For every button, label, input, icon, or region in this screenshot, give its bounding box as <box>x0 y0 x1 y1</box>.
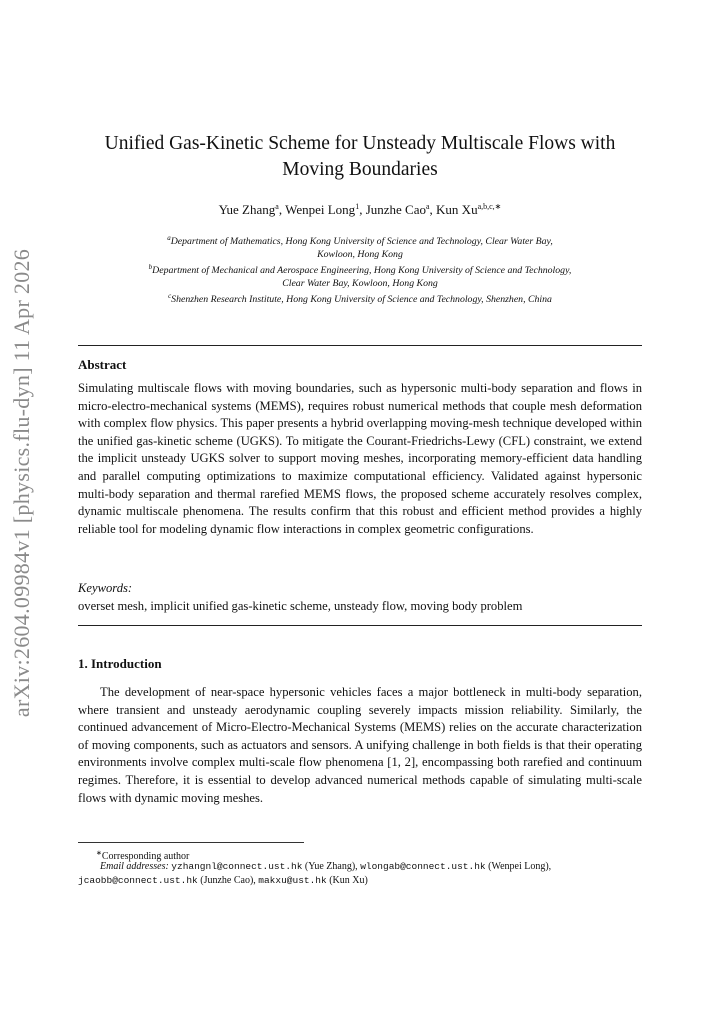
email-link[interactable]: jcaobb@connect.ust.hk <box>78 875 198 886</box>
author-name: Kun Xu <box>436 202 478 217</box>
title-line-2: Moving Boundaries <box>282 159 438 180</box>
author-name: Wenpei Long <box>285 202 356 217</box>
affiliation-line: Clear Water Bay, Kowloon, Hong Kong <box>282 278 438 289</box>
paper-title <box>80 131 640 183</box>
author-affil-sup: a <box>275 202 279 211</box>
author-affil-sup: 1 <box>355 202 360 211</box>
email-link[interactable]: yzhangnl@connect.ust.hk <box>171 861 303 872</box>
abstract-body: Simulating multiscale flows with moving boundaries, such as hypersonic multi-body separation and flows in micro-electro-mechanical systems (MEMS), requires robust numerical methods that couple mesh deformation with complex flow physics. This paper presents a hybrid overlapping moving-mesh technique developed within the unified gas-kinetic scheme (UGKS). To mitigate the Courant-Friedrichs-Lewy (CFL) constraint, we extend the implicit unsteady UGKS solver to support moving meshes, incorporating memory-efficient data handling and parallel computing optimizations to maximize computational efficiency. Validated against hypersonic multi-body separation and thermal rarefied MEMS flows, the proposed scheme accurately resolves complex, dynamic multiscale phenomena. The results confirm that this robust and efficient method provides a highly reliable tool for modeling dynamic flow interactions in complex geometric configurations. <box>78 381 642 536</box>
abstract-heading: Abstract <box>78 357 127 372</box>
author-name: Yue Zhang <box>218 202 276 217</box>
author-list: Yue Zhang$^a$, Wenpei Long$^1$, Junzhe Cao$^a$, Kun $Xu^{a,b,c,∗}$ <box>218 202 502 217</box>
affiliation-b <box>78 261 642 290</box>
author-name: Junzhe Cao <box>365 202 426 217</box>
introduction-paragraph: The development of near-space hypersonic vehicles faces a major bottleneck in multi-body separation, where transient and unsteady aerodynamic coupling severely impacts mission reliability. Similarly, the continued advancement of Micro-Electro-Mechanical Systems (MEMS) relies on the accurate characterization of moving components, such as actuators and sensors. A unifying challenge in both fields is that their operating environments involve complex multi-scale flow phenomena [1, 2], encompassing both rarefied and continuum regimes. Therefore, it is essential to develop advanced numerical methods capable of simulating multi-scale flows with dynamic moving meshes. <box>78 685 642 805</box>
keywords-list: overset mesh, implicit unified gas-kinetic scheme, unsteady flow, moving body problem <box>78 599 523 613</box>
affiliation-line: Shenzhen Research Institute, Hong Kong University of Science and Technology, Shenzhen, China <box>171 294 552 305</box>
affiliation-line: Department of Mathematics, Hong Kong University of Science and Technology, Clear Water Bay, <box>170 236 553 247</box>
email-footnote <box>78 860 642 888</box>
keywords-label: Keywords: <box>78 581 133 595</box>
affiliation-sup: b <box>148 263 153 271</box>
affiliation-sup: a <box>167 234 171 242</box>
section-heading-introduction: 1. Introduction <box>78 656 162 671</box>
affiliation-line: Kowloon, Hong Kong <box>317 249 403 260</box>
email-link[interactable]: makxu@ust.hk <box>258 875 327 886</box>
affiliation-sup: c <box>168 292 172 300</box>
email-owner: (Yue Zhang), <box>304 861 358 872</box>
email-link[interactable]: wlongab@connect.ust.hk <box>360 861 486 872</box>
email-label: Email addresses: <box>100 861 169 872</box>
abstract-bottom-rule <box>78 625 642 626</box>
footnote-rule <box>78 842 304 843</box>
author-affil-sup: a <box>425 202 430 211</box>
title-line-1: Unified Gas-Kinetic Scheme for Unsteady Multiscale Flows with <box>104 133 616 154</box>
affiliation-c <box>78 290 642 306</box>
email-owner: (Kun Xu) <box>329 875 368 886</box>
email-owner: (Wenpei Long), <box>488 861 552 872</box>
abstract-top-rule <box>78 345 642 346</box>
author-affil-sup: a,b,c,∗ <box>477 202 502 211</box>
affiliation-line: Department of Mechanical and Aerospace Engineering, Hong Kong University of Science and Technology, <box>152 265 572 276</box>
email-owner: (Junzhe Cao), <box>200 875 256 886</box>
footnote-marker: ∗ <box>96 849 102 857</box>
affiliation-a <box>78 232 642 261</box>
footnote-text: Corresponding author <box>101 851 190 862</box>
arxiv-id-text: arXiv:2604.09984v1 [physics.flu-dyn] 11 Apr 2026 <box>9 248 34 718</box>
